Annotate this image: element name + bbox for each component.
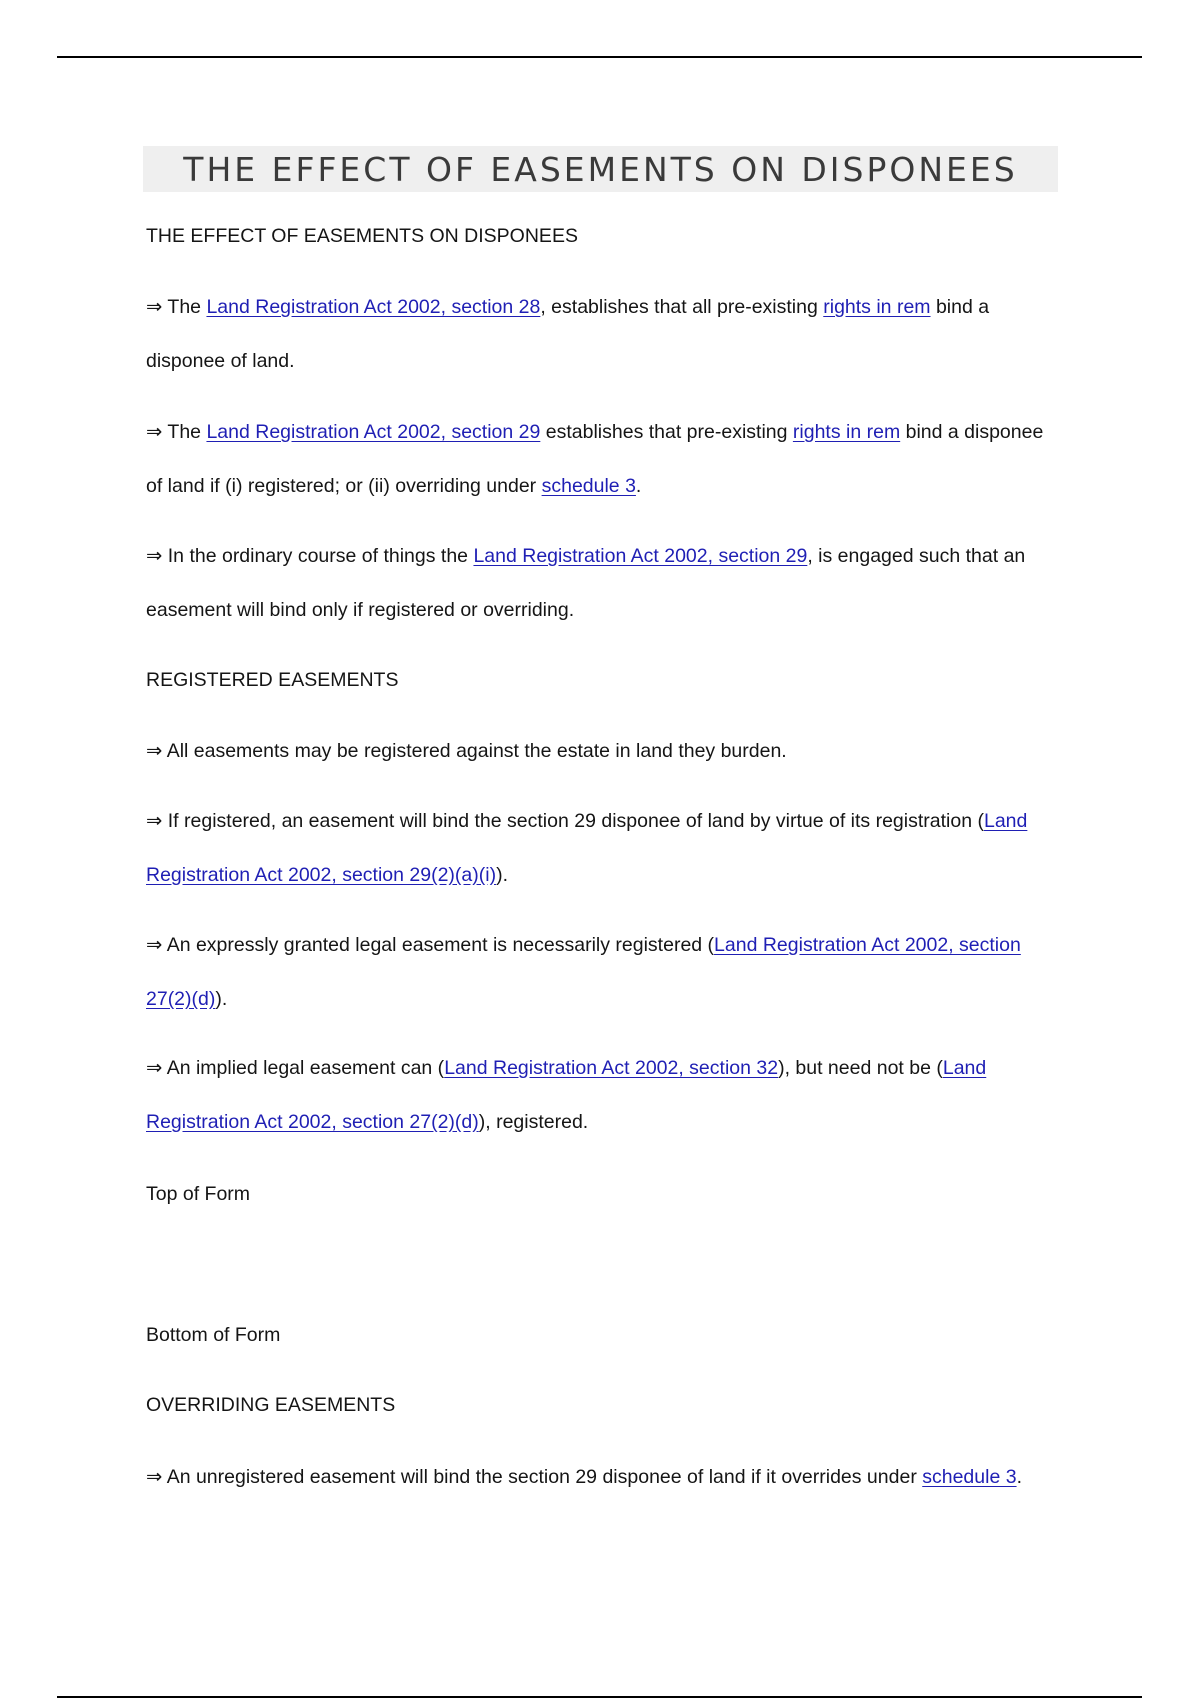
top-of-form-label: Top of Form [146, 1183, 251, 1205]
paragraph-expressly-granted [146, 918, 1056, 1026]
text: ), but need not be ( [778, 1057, 943, 1079]
heading-overriding-easements: OVERRIDING EASEMENTS [146, 1394, 396, 1416]
link-lra-section-29[interactable]: Land Registration Act 2002, section 29 [473, 545, 808, 567]
arrow-icon: ⇒ [146, 740, 163, 762]
paragraph-implied-legal [146, 1041, 1056, 1149]
arrow-icon: ⇒ [146, 545, 163, 567]
arrow-icon: ⇒ [146, 810, 163, 832]
document-title-banner: THE EFFECT OF EASEMENTS ON DISPONEES [143, 146, 1058, 192]
link-schedule-3[interactable]: schedule 3 [541, 475, 636, 497]
text: An implied legal easement can ( [166, 1057, 445, 1079]
text: , is engaged such that an easement will bind only if registered or overriding. [146, 545, 1026, 621]
link-rights-in-rem[interactable]: rights in rem [792, 421, 901, 443]
link-lra-section-28[interactable]: Land Registration Act 2002, section 28 [206, 296, 541, 318]
text: The [167, 296, 207, 318]
text: If registered, an easement will bind the section 29 disponee of land by virtue of its registration ( [167, 810, 984, 832]
text: . [1016, 1466, 1022, 1488]
text: . [635, 475, 642, 497]
bottom-rule [57, 1696, 1142, 1698]
arrow-icon: ⇒ [146, 1057, 163, 1079]
paragraph-if-registered [146, 794, 1056, 902]
arrow-icon: ⇒ [146, 296, 163, 318]
text: bind a disponee of land. [146, 296, 990, 372]
paragraph-section-28 [146, 280, 1056, 388]
link-schedule-3[interactable]: schedule 3 [922, 1466, 1017, 1488]
text: ), registered. [478, 1111, 589, 1133]
link-rights-in-rem[interactable]: rights in rem [823, 296, 931, 318]
text: , establishes that all pre-existing [540, 296, 824, 318]
paragraph-unregistered [146, 1450, 1056, 1504]
text: The [167, 421, 207, 443]
paragraph-section-29 [146, 405, 1056, 513]
text: All easements may be registered against the estate in land they burden. [166, 740, 787, 762]
paragraph-all-easements [146, 724, 1056, 778]
text: In the ordinary course of things the [167, 545, 474, 567]
bottom-of-form-label: Bottom of Form [146, 1324, 281, 1346]
heading-registered-easements: REGISTERED EASEMENTS [146, 669, 399, 691]
arrow-icon: ⇒ [146, 1466, 163, 1488]
arrow-icon: ⇒ [146, 934, 163, 956]
document-subtitle: THE EFFECT OF EASEMENTS ON DISPONEES [146, 225, 578, 247]
text: ). [496, 864, 508, 886]
link-lra-section-27-2-d[interactable]: Land Registration Act 2002, section 27(2)(d) [146, 1057, 987, 1133]
text: An expressly granted legal easement is necessarily registered ( [166, 934, 715, 956]
top-rule [57, 56, 1142, 58]
link-lra-section-32[interactable]: Land Registration Act 2002, section 32 [444, 1057, 779, 1079]
paragraph-ordinary-course [146, 529, 1056, 637]
link-lra-section-29[interactable]: Land Registration Act 2002, section 29 [206, 421, 541, 443]
text: ). [215, 988, 228, 1010]
link-lra-section-27-2-d[interactable]: Land Registration Act 2002, section 27(2)(d) [146, 934, 1021, 1010]
text: An unregistered easement will bind the section 29 disponee of land if it overrides under [166, 1466, 923, 1488]
link-lra-section-29-2-a-i[interactable]: Land Registration Act 2002, section 29(2)(a)(i) [146, 810, 1028, 886]
text: bind a disponee of land if (i) registered; or (ii) overriding under [146, 421, 1044, 497]
arrow-icon: ⇒ [146, 421, 163, 443]
text: establishes that pre-existing [540, 421, 793, 443]
